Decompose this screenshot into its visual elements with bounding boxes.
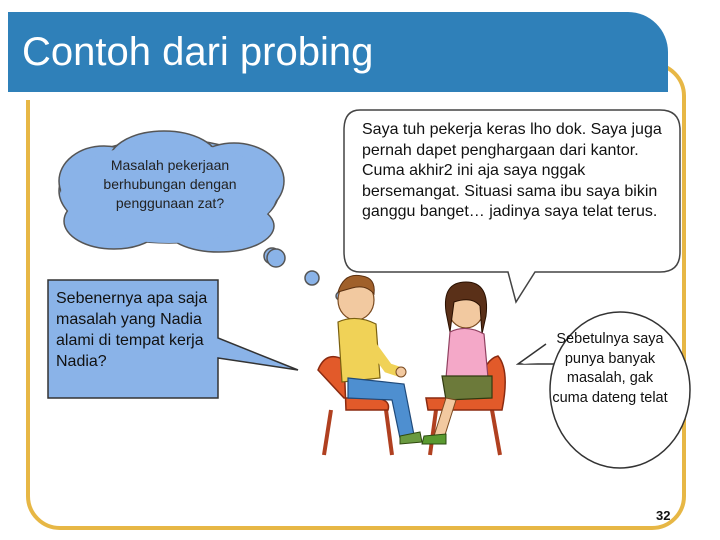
thought-cloud-text: Masalah pekerjaan berhubungan dengan penggunaan zat? <box>103 157 237 211</box>
reply-speech-text: Sebetulnya saya punya banyak masalah, gak cuma dateng telat <box>552 331 668 406</box>
question-text: Sebenernya apa saja masalah yang Nadia alami di tempat kerja Nadia? <box>56 290 208 370</box>
people-illustration <box>296 260 526 460</box>
patient-speech-text: Saya tuh pekerja keras lho dok. Saya juga pernah dapet penghargaan dari kantor. Cuma akhir2 ini aja saya nggak bersemangat. Situasi sama ibu saya bikin ganggu banget… jadinya saya telat terus. <box>362 121 662 220</box>
slide-title: Contoh dari probing <box>22 30 374 74</box>
page-number: 32 <box>656 508 671 523</box>
banner-divider <box>8 92 668 100</box>
